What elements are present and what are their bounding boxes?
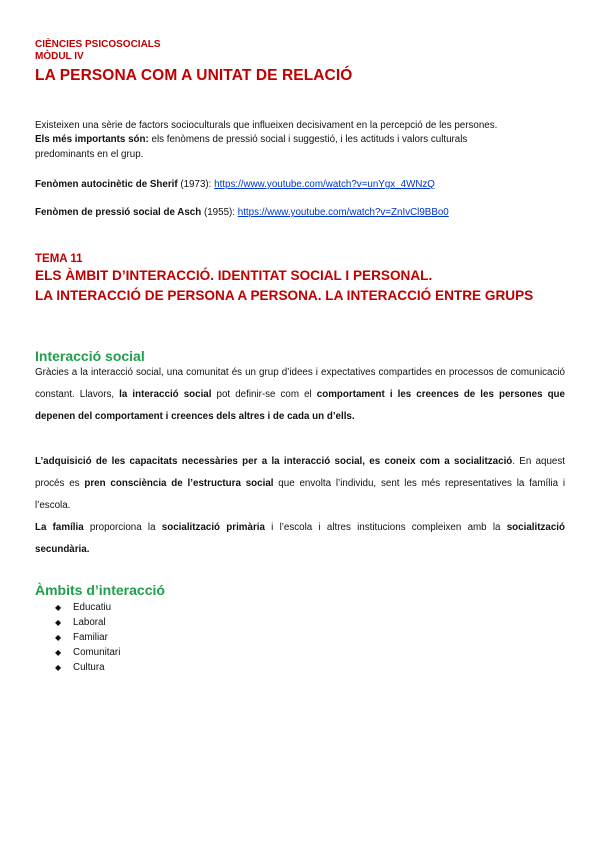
- reference-link[interactable]: https://www.youtube.com/watch?v=ZnIvCl9BBo0: [237, 207, 449, 218]
- intro-line-1: Existeixen una sèrie de factors socioculturals que influeixen decisivament en la percepció de les persones.: [35, 120, 498, 131]
- paragraph-bold: comportament i les creences de les persones que depenen del comportament i creences dels altres i de cada un d’ells.: [35, 389, 565, 422]
- reference-year: (1973):: [177, 179, 215, 190]
- reference-sherif: [35, 177, 435, 193]
- paragraph-text: pot definir-se com el: [211, 389, 317, 400]
- intro-line-2-text: els fenòmens de pressió social i suggestió, i les actituds i valors culturals: [148, 134, 468, 145]
- course-label: CIÈNCIES PSICOSOCIALS: [35, 39, 161, 50]
- intro-bold-lead: Els més importants són:: [35, 134, 149, 145]
- paragraph-bold: socialització secundària.: [35, 522, 565, 555]
- interaccio-heading: Interacció social: [35, 348, 145, 364]
- interaccio-paragraph-2: [35, 451, 565, 517]
- diamond-bullet-icon: ◆: [55, 603, 62, 612]
- list-item: [55, 645, 120, 660]
- tema-title-line-2: LA INTERACCIÓ DE PERSONA A PERSONA. LA INTERACCIÓ ENTRE GRUPS: [35, 288, 534, 303]
- intro-line-3: predominants en el grup.: [35, 149, 144, 160]
- diamond-bullet-icon: ◆: [55, 648, 62, 657]
- interaccio-paragraph-1: [35, 362, 565, 428]
- paragraph-bold: socialització primària: [161, 522, 265, 533]
- list-item-label: Familiar: [73, 632, 108, 643]
- list-item-label: Laboral: [73, 617, 106, 628]
- intro-line-2: [35, 132, 467, 148]
- diamond-bullet-icon: ◆: [55, 633, 62, 642]
- list-item-label: Educatiu: [73, 602, 112, 613]
- list-item-label: Comunitari: [73, 647, 121, 658]
- module-label: MÒDUL IV: [35, 51, 84, 62]
- paragraph-text: i l’escola i altres institucions compleixen amb la: [264, 522, 507, 533]
- paragraph-text: proporciona la: [83, 522, 162, 533]
- page-title: LA PERSONA COM A UNITAT DE RELACIÓ: [35, 67, 353, 84]
- diamond-bullet-icon: ◆: [55, 663, 62, 672]
- list-item: [55, 660, 120, 675]
- reference-year: (1955):: [201, 207, 238, 218]
- list-item: [55, 630, 120, 645]
- ambits-heading: Àmbits d’interacció: [35, 582, 165, 598]
- tema-title-line-1: ELS ÀMBIT D’INTERACCIÓ. IDENTITAT SOCIAL I PERSONAL.: [35, 268, 433, 283]
- list-item: [55, 615, 120, 630]
- ambits-list: [55, 600, 120, 675]
- paragraph-bold: pren consciència de l’estructura social: [84, 478, 274, 489]
- list-item-label: Cultura: [73, 662, 105, 673]
- reference-label: Fenòmen de pressió social de Asch: [35, 207, 202, 218]
- tema-number: TEMA 11: [35, 253, 83, 265]
- reference-asch: [35, 205, 449, 221]
- paragraph-text: que envolta l’individu, sent les més representatives la família i l’escola.: [35, 478, 565, 511]
- paragraph-bold: La família: [35, 522, 84, 533]
- diamond-bullet-icon: ◆: [55, 618, 62, 627]
- paragraph-text: . En aquest procés es: [35, 456, 565, 489]
- paragraph-bold: la interacció social: [119, 389, 212, 400]
- paragraph-text: Gràcies a la interacció social, una comunitat és un grup d’idees i expectatives compartides en processos de comunicació constant. Llavors,: [35, 367, 565, 400]
- list-item: [55, 600, 120, 615]
- paragraph-bold: L’adquisició de les capacitats necessàries per a la interacció social, es coneix com a socialització: [35, 456, 513, 467]
- reference-label: Fenòmen autocinètic de Sherif: [35, 179, 178, 190]
- interaccio-paragraph-3: [35, 517, 565, 561]
- reference-link[interactable]: https://www.youtube.com/watch?v=unYgx_4WNzQ: [214, 179, 435, 190]
